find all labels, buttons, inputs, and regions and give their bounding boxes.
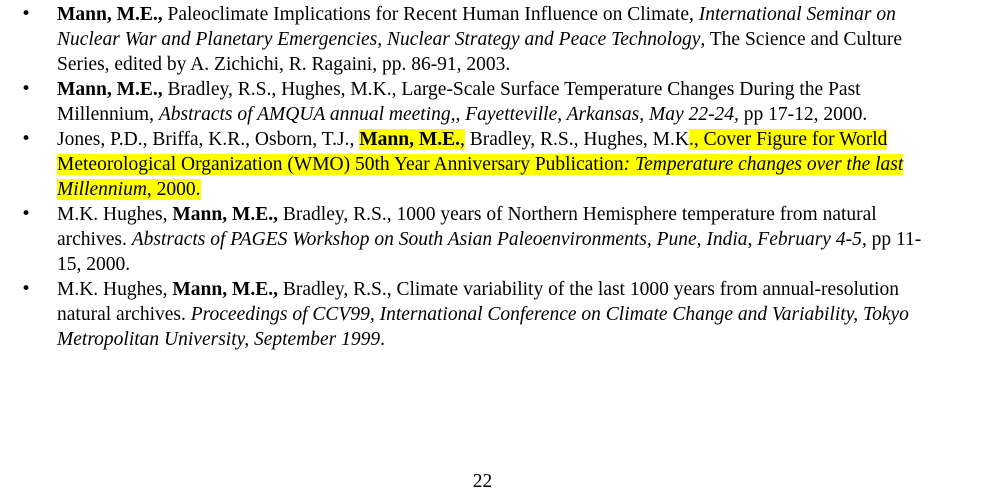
reference-text: , The Science and Culture Series, edited by A. Zichichi, R. Ragaini, pp. 86-91, 2003. bbox=[57, 29, 902, 75]
reference-text: M.K. Hughes, bbox=[57, 279, 173, 300]
reference-text: pp 17-12, 2000. bbox=[738, 104, 868, 125]
page-number: 22 bbox=[472, 471, 493, 492]
reference-text-highlighted: , bbox=[460, 129, 465, 150]
reference-source-italic: International Seminar on Nuclear War and Planetary Emergencies, Nuclear Strategy and Peace Technology bbox=[57, 4, 896, 50]
reference-author-bold: Mann, M.E., bbox=[57, 79, 163, 100]
reference-item bbox=[0, 77, 942, 127]
bullet-icon: • bbox=[21, 204, 32, 224]
bullet-icon: • bbox=[21, 279, 32, 299]
reference-text: M.K. Hughes, bbox=[57, 204, 173, 225]
reference-author-bold-highlighted: Mann, M.E. bbox=[359, 129, 461, 150]
reference-text: Jones, P.D., Briffa, K.R., Osborn, T.J., bbox=[57, 129, 360, 150]
reference-text: pp 11-15, 2000. bbox=[57, 229, 922, 275]
reference-list bbox=[0, 2, 985, 352]
reference-source-italic-highlighted: : Temperature changes over the last Millennium bbox=[57, 154, 904, 200]
reference-text: Bradley, R.S., 1000 years of Northern Hemisphere temperature from natural archives. bbox=[57, 204, 877, 250]
reference-item bbox=[0, 127, 942, 202]
reference-source-italic: Proceedings of CCV99, International Conference on Climate Change and Variability, Tokyo Metropolitan University, September 1999 bbox=[57, 304, 909, 350]
bullet-icon: • bbox=[21, 129, 32, 149]
reference-text: Bradley, R.S., Hughes, M.K., Large-Scale Surface Temperature Changes During the Past Millennium, bbox=[57, 79, 861, 125]
reference-text: Bradley, R.S., Climate variability of the last 1000 years from annual-resolution natural archives. bbox=[57, 279, 899, 325]
reference-item bbox=[0, 277, 942, 352]
reference-item bbox=[0, 202, 942, 277]
reference-source-italic: Abstracts of PAGES Workshop on South Asian Paleoenvironments, Pune, India, February 4-5, bbox=[131, 229, 867, 250]
reference-text-highlighted: ., Cover Figure for World Meteorological Organization (WMO) 50th Year Anniversary Publication bbox=[57, 129, 888, 175]
reference-text: Paleoclimate Implications for Recent Human Influence on Climate, bbox=[162, 4, 699, 25]
reference-item bbox=[0, 2, 942, 77]
reference-author-bold: Mann, M.E., bbox=[172, 279, 279, 300]
reference-author-bold: Mann, M.E., bbox=[57, 4, 163, 25]
reference-author-bold: Mann, M.E., bbox=[172, 204, 279, 225]
reference-source-italic: Abstracts of AMQUA annual meeting,, Fayetteville, Arkansas, May 22-24, bbox=[158, 104, 739, 125]
bullet-icon: • bbox=[21, 79, 32, 99]
reference-text: . bbox=[380, 329, 386, 350]
bullet-icon: • bbox=[21, 4, 32, 24]
reference-text-highlighted: , 2000. bbox=[146, 179, 201, 200]
reference-text: Bradley, R.S., Hughes, M.K bbox=[464, 129, 689, 150]
